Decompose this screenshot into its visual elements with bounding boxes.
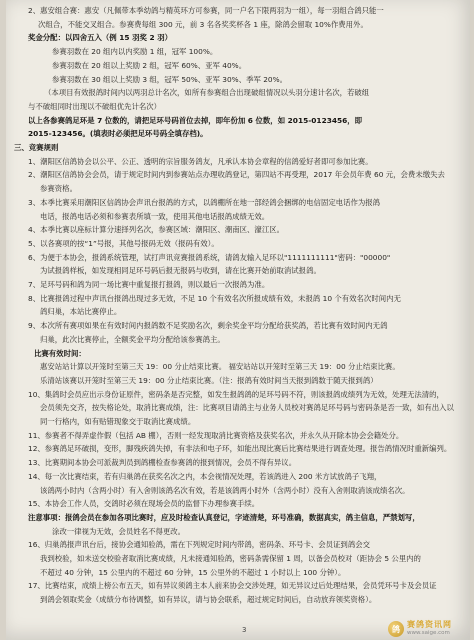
text-line: 13、比赛期间本协会可派裁判员到鸽棚检查参赛鸽的报到情况，会员不得有异议。 [28, 458, 297, 468]
text-line: 16、归巢鸽报声讯台后，接协会通知验鸽，需在下列规定时间内带鸽，密码条、环号卡、会员证到鸽会交 [28, 540, 370, 550]
text-line: 11、参赛者不得弄虚作假（包括 AB 棚），否则一经发现取消比赛资格及获奖名次，并永久从开除本协会会籍处分。 [28, 430, 404, 440]
text-line: 乐清站该赛以开笼时至第三天 19：00 分止结束比赛。（注：报鸽有效时间当天报到鸽数于随天报到鸽） [40, 375, 378, 385]
text-line: 我到校验，如未送交校验者取消比赛成绩，凡未接通知验鸽，密码条需保留 1 周，以备会员校对（距协会 5 公里内的 [40, 554, 421, 563]
text-line: 3、本季比赛采用潮阳区信鸽协会声讯台报鸽的方式，以鸽棚所在地一部经鸽会捆绑的电信固定电话作为报鸽 [28, 197, 381, 207]
document-page [6, 0, 470, 640]
text-line: 以上各参赛鸽足环是 7 位数的，请把足环号码首位去掉，即年份加 6 位数，如 2015-0123456，即 [28, 115, 363, 125]
text-line: 鸽归巢，本站比赛停止。 [40, 307, 122, 317]
watermark-title: 赛鸽资讯网 [407, 620, 452, 629]
text-line: 2、惠安组合赛：惠安（凡佩带本季幼鸽与精英环方可参赛，同一户名下限两羽为一组），每一羽组合鸽只能一 [28, 6, 384, 15]
text-line: 与不破组同时出现以不破组优先计名次） [28, 101, 162, 111]
text-line: 7、足环号码和鸽为同一场比赛中重复报打报鸽，则以最后一次报鸽为准。 [28, 280, 270, 289]
text-line: 次组合，不能交叉组合。参赛费每组 300 元，前 3 名各奖奖杯各 1 座，除鸽会留取 10%作费用外。 [38, 19, 368, 29]
text-line: 8、比赛报鸽过程中声讯台报鸽出现过多无效，不足 10 个有效名次所报成绩有效，未报鸽 10 个有效名次时间内无 [28, 293, 401, 303]
section-heading: 三、竞赛规则 [14, 143, 59, 152]
text-line: 电话，报鸽电话必须和参赛表所填一致，使用其他电话报鸽成绩无效。 [40, 211, 270, 221]
text-line: （本项目有效报鸽时间内以两羽总计名次，如所有参赛组合出现破组情况以头羽分速计名次，若破组 [44, 88, 370, 98]
text-line: 10、集鸽时会员应出示身份证原件，密码条是否完整，如发生报鸽鸽的足环号码不符，则该报鸽成绩列为无效，处理无法清的， [28, 389, 444, 399]
text-line: 5、以各赛项的按“1”号报，其他号报码无效（报码有效）。 [28, 238, 219, 248]
text-line: 6、为便于本协会，报鸽系统管理，试打声讯竞赛报鸽系统，请鸽友输入足环以"1111111111"密码："00000" [28, 252, 391, 262]
text-line: 14、每一次比赛结束，若有归巢鸽在获奖名次之内，本会视情况处理，若该鸽进入 200 米方试放鸽子飞翔， [28, 471, 382, 481]
site-watermark [388, 620, 466, 638]
page-number: 3 [242, 626, 247, 634]
text-line: 比赛有效时间： [34, 348, 86, 358]
text-line: 该鸽两小时内（含两小时）有入舍则该鸽名次有效，若是该鸽两小时外（含两小时）没有入舍则取消该成绩名次。 [40, 485, 410, 495]
text-line: 4、本季比赛以座标计算分速择列名次，参赛区域：潮阳区、潮南区、濠江区。 [28, 225, 284, 235]
watermark-logo-icon: 鸽 [388, 621, 404, 637]
text-line: 涂改一律视为无效，会员姓名不得更改。 [52, 526, 186, 536]
text-line: 参赛羽数在 20 组以上奖励 2 组，冠军 60%、亚军 40%。 [52, 60, 247, 70]
text-line: 1、潮阳区信鸽协会以公平、公正、透明的宗旨服务鸽友，凡承认本协会章程的信鸽爱好者即可参加比赛。 [28, 156, 373, 166]
text-line: 到鸽会领取奖金（成绩分布待调整，如有异议，请与协会联系，超过规定时间后，自动放弃领奖资格）。 [40, 595, 377, 605]
text-line: 2、潮阳区信鸽协会会员，请于规定时间内到参赛站点办理收鸽登记，第四站不再受理，2017 年会员年费 60 元，会费未缴失去 [28, 170, 445, 180]
text-line: 17、比赛结束，成绩上榜公布五天，如有异议须鸽主本人前来协会交涉处理，如无异议过后处理结果，会员凭环号卡及会员证 [28, 581, 437, 591]
text-line: 同一行格内，如有贴错现象交于取消比赛成绩。 [40, 417, 196, 426]
text-line: 15、本协会工作人员，交鸽时必须在现场会员的监督下办理参赛手续。 [28, 499, 260, 509]
text-line: 不超过 40 分钟，15 公里内的不超过 60 分钟，15 公里外的不超过 1 小时以上 100 分钟）。 [40, 567, 346, 577]
text-line: 注意事项：报鸽会员在参加各项比赛时，应及时检查认真登记，字迹清楚，环号准确，数据真实，鸽主信息，严禁划写， [28, 512, 420, 522]
text-line: 参赛资格。 [40, 184, 77, 194]
text-line: 为试报鸽样板，如发现相同足环号码后报无报码与收到，请在比赛开始前取消试报鸽。 [40, 266, 321, 276]
text-line: 2015-123456。(填表时必须把足环号码全填存档)。 [28, 129, 208, 139]
text-line: 9、本次所有赛项如果在有效时间内报鸽数不足奖励名次，剩余奖金平均分配给获奖鸽，若比赛有效时间内无鸽 [28, 321, 388, 331]
text-line: 惠安站站计算以开笼时至第三天 19：00 分止结束比赛。 福安站站以开笼时至第三天 19：00 分止结束比赛。 [40, 362, 400, 372]
text-line: 奖金分配：以四舍五入（例 15 羽奖 2 羽） [28, 33, 172, 43]
text-line: 参赛羽数在 30 组以上奖励 3 组，冠军 50%、亚军 30%、季军 20%。 [52, 74, 288, 84]
text-line: 参赛羽数在 20 组内以内奖励 1 组，冠军 100%。 [52, 47, 218, 57]
text-line: 会员须先交齐，按失格论处，取消比赛成绩，注：比赛项目请鸽主与业务人员校对赛鸽足环号码与密码条是否一致，如有出入以 [40, 403, 454, 413]
watermark-url: www.saige.com [407, 630, 450, 636]
text-line: 归巢，此次比赛停止，全额奖金平均分配给该参赛鸽主。 [40, 334, 225, 344]
text-line: 12、参赛鸽足环破损，变形，脚残疾鸽失掉，有非法和电子环，如能出现比赛后比赛结果进行调查处理。报告鸽情况时重新编列。 [28, 444, 452, 454]
